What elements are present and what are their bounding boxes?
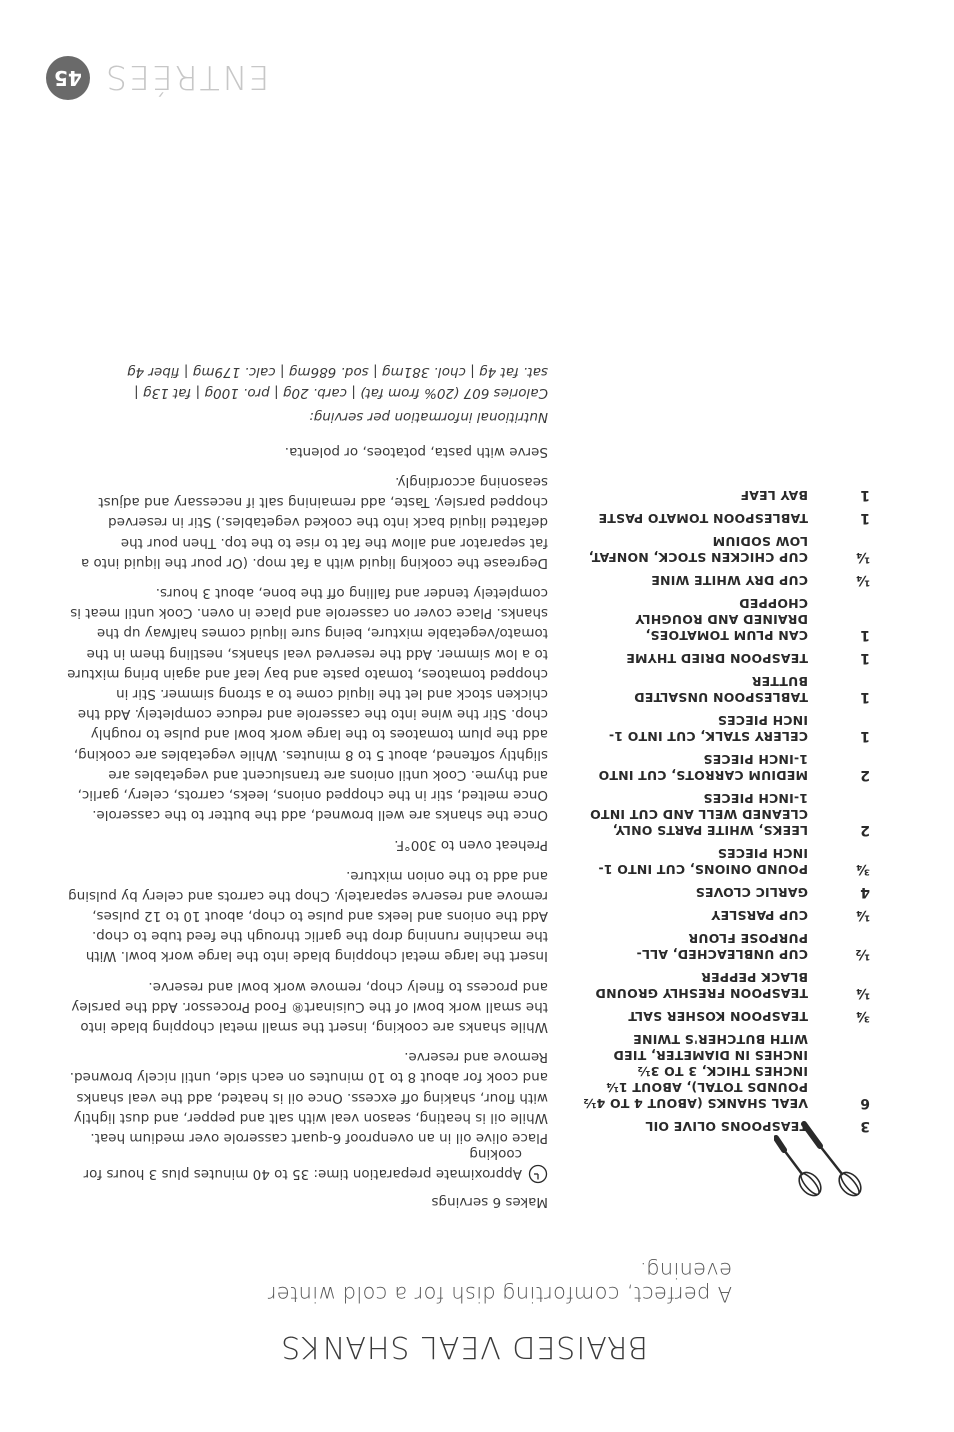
nutrition-line: Calories 607 (20% from fat) | carb. 20g | pro. 100g | fat 13g |: [134, 385, 548, 401]
instruction-step: Place olive oil in an ovenproof 6-quart casserole over medium heat. While oil is heating, season veal with salt and pepper, and dust lightly with flour, shaking off excess. Once oil is heated, add the veal shanks and cook for about 8 to 10 minutes on each side, until nicely browned. Remove and reserve.: [69, 1049, 548, 1146]
ingredient-description: TEASPOON FRESHLY GROUND BLACK PEPPER: [595, 970, 808, 1001]
prep-time-text: Approximate preparation time: 35 to 40 minutes plus 3 hours for cooking: [83, 1146, 522, 1182]
recipe-title: BRAISED VEAL SHANKS: [280, 1329, 648, 1364]
step-list: [62, 442, 548, 1149]
ingredient-item: [580, 1118, 870, 1134]
ingredient-item: [580, 650, 870, 666]
ingredient-quantity: 1: [860, 689, 870, 705]
ingredient-description: CUP DRY WHITE WINE: [651, 573, 808, 588]
nutrition-line: sat. fat 4g | chol. 381mg | sod. 686mg | calc. 179mg | fiber 4g: [127, 364, 548, 381]
ingredient-description: CUP UNBLEACHED, ALL-PURPOSE FLOUR: [636, 931, 808, 962]
instruction-step: Degrease the cooking liquid with a fat mop. (Or pour the liquid into a fat separator and allow the fat to rise to the top. Then pour the defatted liquid back into the cooked vegetables.) Stir in reserved chopped parsley. Taste, add remaining salt if necessary and adjust seasoning accordingly.: [80, 473, 548, 571]
ingredient-description: TEASPOONS OLIVE OIL: [645, 1119, 808, 1134]
ingredient-description: VEAL SHANKS (ABOUT 4 TO 4½ POUNDS TOTAL), ABOUT 1¼ INCHES THICK, 3 TO 3½ INCHES IN DIAMETER, TIED WITH BUTCHER'S TWINE: [583, 1032, 808, 1111]
instruction-step: Once the shanks are well browned, add the butter to the casserole. Once melted, stir in the chopped onions, leeks, carrots, celery, garlic, and thyme. Cook until onions are translucent and vegetables are slightly softened, about 5 to 8 minutes. While vegetables are cooking, add the plum tomatoes to the large work bowl and pulse to roughly chop. Stir the wine into the casserole and reduce completely. Add the chicken stock and let the liquid come to a strong simmer. Stir in chopped tomatoes, tomato paste and bay leaf and again bring mixture to a low simmer. Add the reserved veal shanks, nestling them in the tomato/vegetable mixture, being sure liquid comes halfway up the shanks. Place cover on casserole and place in oven. Cook until meat is completely tender and falling off the bone, about 3 hours.: [67, 584, 548, 824]
servings-text: Makes 6 servings: [431, 1194, 548, 1210]
ingredient-description: TABLESPOON UNSALTED BUTTER: [634, 674, 808, 705]
ingredient-quantity: 3: [860, 1118, 870, 1134]
recipe-tagline: A perfect, comforting dish for a cold winter evening.: [267, 1258, 732, 1306]
page-number-badge: 45: [46, 56, 90, 100]
ingredient-item: [580, 1031, 870, 1111]
ingredient-quantity: 2: [860, 767, 870, 783]
ingredient-item: [580, 487, 870, 503]
ingredient-quantity: 1: [860, 627, 870, 643]
ingredient-quantity: 1: [860, 487, 870, 503]
clock-icon: [528, 1164, 548, 1184]
ingredient-quantity: 2: [860, 822, 870, 838]
ingredient-description: MEDIUM CARROTS, CUT INTO 1-INCH PIECES: [598, 752, 808, 783]
page-footer: [46, 54, 286, 102]
ingredient-item: [580, 751, 870, 783]
ingredient-item: [580, 533, 870, 565]
nutrition-info: [62, 362, 548, 428]
ingredient-description: BAY LEAF: [740, 488, 808, 503]
ingredient-item: [580, 712, 870, 744]
ingredient-description: LEEKS, WHITE PARTS ONLY, CLEANED WELL AND CUT INTO 1-INCH PIECES: [589, 791, 808, 838]
ingredient-item: [580, 1008, 870, 1024]
ingredient-item: [580, 930, 870, 962]
ingredient-quantity: 4: [860, 884, 870, 900]
nutrition-heading: Nutritional information per serving:: [309, 409, 548, 426]
prep-time-row: [48, 1144, 548, 1184]
ingredient-item: [580, 510, 870, 526]
ingredient-list: [580, 480, 870, 1134]
ingredient-item: [580, 907, 870, 923]
ingredient-quantity: ¼: [855, 549, 870, 565]
section-name: ENTRÉES: [104, 58, 270, 98]
instructions: [62, 362, 548, 1148]
ingredient-description: CUP PARSLEY: [711, 908, 808, 923]
ingredient-item: [580, 884, 870, 900]
instruction-step: While shanks are cooking, insert the small metal chopping blade into the small work bowl of the Cuisinart® Food Processor. Add the parsley and process to finely chop, remove work bowl and reserve.: [71, 978, 548, 1035]
ingredient-description: CUP CHICKEN STOCK, NONFAT, LOW SODIUM: [588, 534, 808, 565]
instruction-step: Preheat oven to 300°F.: [394, 837, 548, 854]
ingredient-description: GARLIC CLOVES: [695, 885, 808, 900]
ingredient-item: [580, 595, 870, 643]
instruction-step: Serve with pasta, potatoes, or polenta.: [284, 443, 548, 460]
ingredient-description: TABLESPOON TOMATO PASTE: [598, 511, 808, 526]
ingredient-quantity: ¼: [855, 572, 870, 588]
ingredient-quantity: ¼: [855, 985, 870, 1001]
ingredient-quantity: ½: [855, 946, 870, 962]
ingredient-description: POUND ONIONS, CUT INTO 1-INCH PIECES: [598, 846, 808, 877]
ingredient-quantity: 6: [860, 1095, 870, 1111]
ingredient-description: TEASPOON KOSHER SALT: [628, 1009, 808, 1024]
ingredient-description: CELERY STALK, CUT INTO 1-INCH PIECES: [608, 713, 808, 744]
ingredient-item: [580, 673, 870, 705]
ingredient-quantity: ¾: [855, 1008, 870, 1024]
ingredient-item: [580, 790, 870, 838]
ingredient-item: [580, 572, 870, 588]
ingredient-item: [580, 845, 870, 877]
ingredient-item: [580, 969, 870, 1001]
ingredient-quantity: 1: [860, 650, 870, 666]
ingredient-quantity: ¼: [855, 907, 870, 923]
ingredient-description: CAN PLUM TOMATOES, DRAINED AND ROUGHLY CHOPPED: [635, 596, 808, 643]
ingredient-description: TEASPOON DRIED THYME: [626, 651, 808, 666]
ingredient-quantity: ¾: [855, 861, 870, 877]
ingredient-quantity: 1: [860, 510, 870, 526]
ingredient-quantity: 1: [860, 728, 870, 744]
instruction-step: Insert the large metal chopping blade into the large work bowl. With the machine running drop the garlic through the feed tube to chop. Add the onions and leeks and pulse to chop, about 10 to 12 pulses, remove and reserve separately. Chop the carrots and celery by pulsing and add to the onion mixture.: [68, 867, 548, 965]
